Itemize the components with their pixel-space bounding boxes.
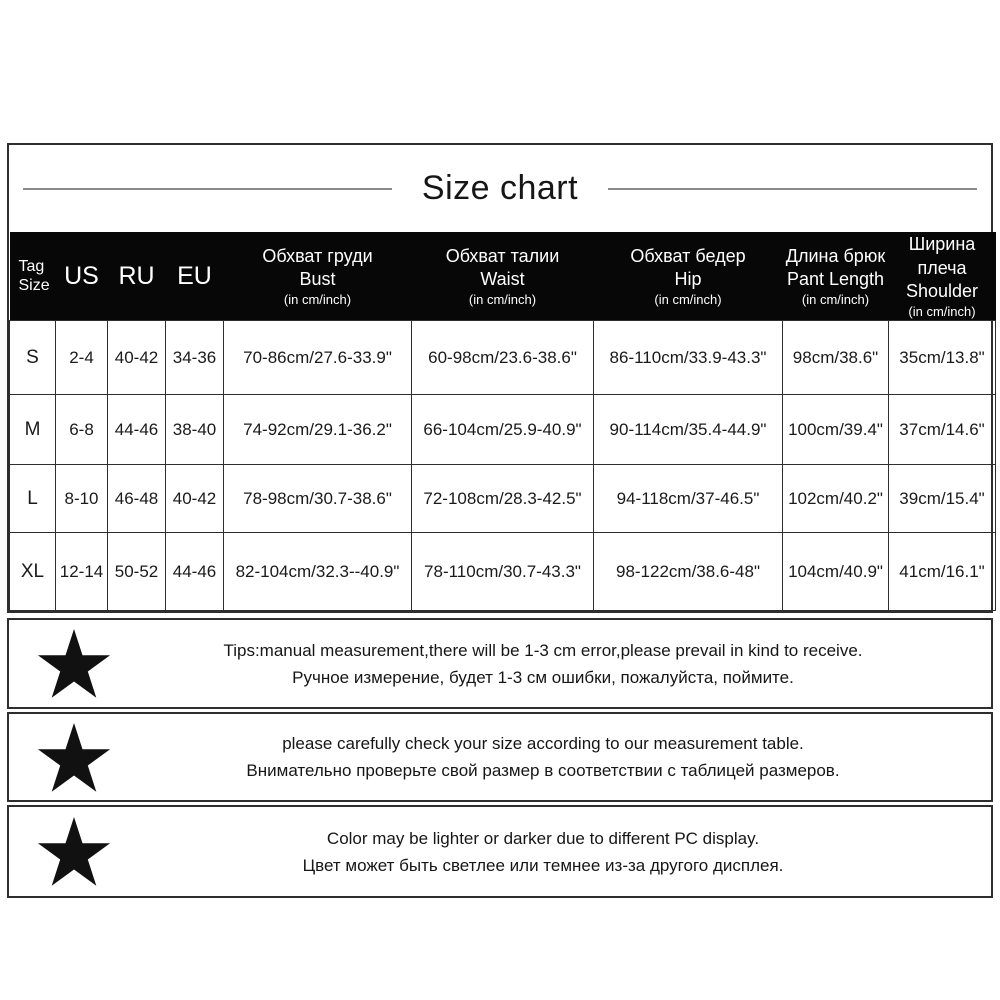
header-line: Длина брюк xyxy=(785,246,886,266)
header-line: Bust xyxy=(299,269,336,289)
measurement-cell: 72-108cm/28.3-42.5" xyxy=(412,465,594,533)
measurement-cell: 38-40 xyxy=(166,395,224,465)
header-line: RU xyxy=(118,262,155,290)
measurement-cell: 94-118cm/37-46.5" xyxy=(594,465,783,533)
measurement-cell: 50-52 xyxy=(108,533,166,611)
measurement-cell: 44-46 xyxy=(166,533,224,611)
measurement-cell: 78-98cm/30.7-38.6" xyxy=(224,465,412,533)
tip-text xyxy=(113,637,991,691)
size-chart-panel xyxy=(7,143,993,613)
header-cell-us xyxy=(56,232,108,321)
tip-text-ru: Ручное измерение, будет 1-3 см ошибки, пожалуйста, поймите. xyxy=(292,667,794,687)
measurement-cell: 102cm/40.2" xyxy=(783,465,889,533)
title-divider-left xyxy=(23,188,392,190)
header-line: Size xyxy=(18,277,50,294)
header-line: Tag xyxy=(18,258,45,275)
header-cell-bust xyxy=(224,232,412,321)
tip-text-ru: Внимательно проверьте свой размер в соответствии с таблицей размеров. xyxy=(246,761,840,780)
measurement-cell: 98-122cm/38.6-48" xyxy=(594,533,783,611)
measurement-cell: 6-8 xyxy=(56,395,108,465)
measurement-cell: 90-114cm/35.4-44.9" xyxy=(594,395,783,465)
tip-text-ru: Цвет может быть светлее или темнее из-за другого дисплея. xyxy=(302,855,784,875)
measurement-cell: 37cm/14.6" xyxy=(889,395,996,465)
header-line: (in cm/inch) xyxy=(468,292,537,307)
size-tag-cell: XL xyxy=(10,533,56,611)
measurement-cell: 40-42 xyxy=(166,465,224,533)
measurement-cell: 40-42 xyxy=(108,321,166,395)
tip-box xyxy=(7,805,993,898)
star-icon xyxy=(35,815,113,888)
size-tag-cell: S xyxy=(10,321,56,395)
measurement-cell: 104cm/40.9" xyxy=(783,533,889,611)
star-icon xyxy=(35,627,113,700)
header-line: Hip xyxy=(674,269,702,289)
tip-box xyxy=(7,712,993,802)
measurement-cell: 2-4 xyxy=(56,321,108,395)
header-line: (in cm/inch) xyxy=(908,304,976,319)
measurement-cell: 12-14 xyxy=(56,533,108,611)
measurement-cell: 86-110cm/33.9-43.3" xyxy=(594,321,783,395)
measurement-cell: 70-86cm/27.6-33.9" xyxy=(224,321,412,395)
table-row-XL xyxy=(10,533,996,611)
header-cell-waist xyxy=(412,232,594,321)
header-line: Обхват бедер xyxy=(630,246,746,266)
size-table xyxy=(9,232,996,611)
title-divider-right xyxy=(608,188,977,190)
measurement-cell: 82-104cm/32.3--40.9" xyxy=(224,533,412,611)
size-chart-content xyxy=(7,143,993,901)
table-row-M xyxy=(10,395,996,465)
measurement-cell: 46-48 xyxy=(108,465,166,533)
tips-section xyxy=(7,618,993,898)
header-line: Waist xyxy=(480,269,525,289)
header-line: Обхват талии xyxy=(445,246,560,266)
header-line: (in cm/inch) xyxy=(654,292,722,307)
measurement-cell: 100cm/39.4" xyxy=(783,395,889,465)
measurement-cell: 41cm/16.1" xyxy=(889,533,996,611)
header-line: Pant Length xyxy=(786,269,885,289)
header-cell-tag_size xyxy=(10,232,56,321)
measurement-cell: 74-92cm/29.1-36.2" xyxy=(224,395,412,465)
tip-text-en: Tips:manual measurement,there will be 1-3 cm error,please prevail in kind to receive. xyxy=(223,640,863,660)
header-cell-pant_length xyxy=(783,232,889,321)
tip-text xyxy=(113,730,991,784)
table-row-L xyxy=(10,465,996,533)
title-row xyxy=(9,145,991,232)
size-tag-cell: M xyxy=(10,395,56,465)
measurement-cell: 35cm/13.8" xyxy=(889,321,996,395)
size-table-header-row xyxy=(10,232,996,321)
measurement-cell: 39cm/15.4" xyxy=(889,465,996,533)
measurement-cell: 60-98cm/23.6-38.6" xyxy=(412,321,594,395)
size-tag-cell: L xyxy=(10,465,56,533)
tip-box xyxy=(7,618,993,709)
measurement-cell: 98cm/38.6" xyxy=(783,321,889,395)
page-title: Size chart xyxy=(421,169,579,207)
measurement-cell: 66-104cm/25.9-40.9" xyxy=(412,395,594,465)
header-line: Shoulder xyxy=(905,281,979,301)
measurement-cell: 78-110cm/30.7-43.3" xyxy=(412,533,594,611)
size-table-body xyxy=(10,321,996,611)
header-cell-ru xyxy=(108,232,166,321)
measurement-cell: 34-36 xyxy=(166,321,224,395)
tip-text-en: please carefully check your size according to our measurement table. xyxy=(282,734,804,753)
tip-text xyxy=(113,825,991,879)
header-line: Ширина плеча xyxy=(908,234,976,278)
header-cell-shoulder xyxy=(889,232,996,321)
table-row-S xyxy=(10,321,996,395)
header-cell-eu xyxy=(166,232,224,321)
header-line: Обхват груди xyxy=(262,246,373,266)
star-icon xyxy=(35,721,113,794)
header-line: US xyxy=(64,262,99,290)
header-line: (in cm/inch) xyxy=(801,292,870,307)
header-line: EU xyxy=(177,262,212,290)
header-cell-hip xyxy=(594,232,783,321)
measurement-cell: 44-46 xyxy=(108,395,166,465)
measurement-cell: 8-10 xyxy=(56,465,108,533)
header-line: (in cm/inch) xyxy=(283,292,352,307)
tip-text-en: Color may be lighter or darker due to different PC display. xyxy=(326,828,760,848)
